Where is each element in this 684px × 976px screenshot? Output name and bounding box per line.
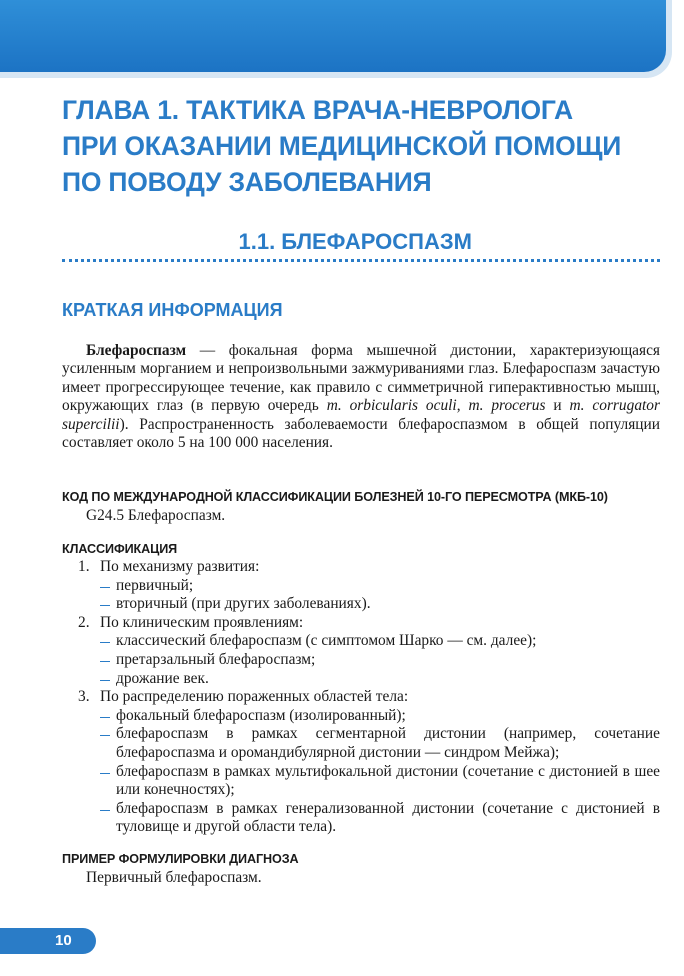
- diagnosis-example: Первичный блефароспазм.: [86, 869, 262, 886]
- classification-group: [62, 614, 660, 688]
- page-number: 10: [55, 932, 72, 949]
- list-item: претарзальный блефароспазм;: [100, 651, 660, 670]
- group-items: [100, 707, 660, 837]
- icd-section: [62, 488, 660, 525]
- chapter-title-line: ПРИ ОКАЗАНИИ МЕДИЦИНСКОЙ ПОМОЩИ: [62, 131, 622, 161]
- classification-heading: КЛАССИФИКАЦИЯ: [62, 542, 178, 556]
- classification-group: [62, 558, 660, 614]
- group-number: 3.: [78, 688, 90, 706]
- list-item: классический блефароспазм (с симптомом Шарко — см. далее);: [100, 632, 660, 651]
- list-item: вторичный (при других заболеваниях).: [100, 595, 660, 614]
- chapter-title: [62, 92, 662, 200]
- intro-separator: и: [545, 397, 570, 415]
- muscle-name: m. corrugator supercilii: [62, 397, 660, 433]
- icd-heading: КОД ПО МЕЖДУНАРОДНОЙ КЛАССИФИКАЦИИ БОЛЕЗНЕЙ 10-ГО ПЕРЕСМОТРА (МКБ-10): [62, 490, 608, 504]
- group-number: 1.: [78, 558, 90, 575]
- brief-info-heading: КРАТКАЯ ИНФОРМАЦИЯ: [62, 300, 283, 320]
- intro-paragraph: [62, 342, 660, 452]
- group-items: [100, 632, 660, 688]
- intro-text: — фокальная форма мышечной дистонии, характеризующаяся усиленным морганием и непроизвольными зажмуриваниями глаз. Блефароспазм зачастую имеет прогрессирующее течение, как правило с симметричной гиперактивностью мышц, окружающих глаз (в первую очередь: [62, 342, 660, 415]
- classification-section: [62, 540, 660, 837]
- group-number: 2.: [78, 613, 90, 631]
- diagnosis-section: [62, 850, 660, 887]
- intro-text: ). Распространенность заболеваемости блефароспазмом в общей популяции составляет около 5 на 100 000 населения.: [62, 415, 660, 452]
- chapter-title-line: ГЛАВА 1. ТАКТИКА ВРАЧА-НЕВРОЛОГА: [62, 95, 573, 125]
- term-bold: Блефароспазм: [86, 342, 187, 359]
- muscle-name: m. procerus: [468, 397, 546, 415]
- group-title: По клиническим проявлениям:: [100, 613, 304, 631]
- diagnosis-heading: ПРИМЕР ФОРМУЛИРОВКИ ДИАГНОЗА: [62, 852, 299, 866]
- page-number-tab: [0, 928, 96, 954]
- icd-code: G24.5 Блефароспазм.: [86, 507, 226, 524]
- classification-list: [62, 558, 660, 837]
- list-item: дрожание век.: [100, 670, 660, 689]
- list-item: блефароспазм в рамках сегментарной дистонии (например, сочетание блефароспазма и оромандибулярной дистонии — синдром Мейжа);: [100, 725, 660, 762]
- list-item: фокальный блефароспазм (изолированный);: [100, 707, 660, 726]
- group-items: [100, 577, 660, 614]
- section-divider: [62, 259, 660, 262]
- section-title: 1.1. БЛЕФАРОСПАЗМ: [238, 229, 472, 254]
- intro-separator: ,: [456, 397, 469, 415]
- group-title: По распределению пораженных областей тела:: [100, 688, 409, 706]
- list-item: блефароспазм в рамках генерализованной дистонии (сочетание с дистонией в туловище и другой области тела).: [100, 800, 660, 837]
- muscle-name: m. orbicularis oculi: [326, 397, 457, 415]
- list-item: блефароспазм в рамках мультифокальной дистонии (сочетание с дистонией в шее или конечностях);: [100, 763, 660, 800]
- group-title: По механизму развития:: [100, 558, 260, 575]
- classification-group: [62, 688, 660, 837]
- list-item: первичный;: [100, 577, 660, 596]
- chapter-title-line: ПО ПОВОДУ ЗАБОЛЕВАНИЯ: [62, 167, 432, 197]
- header-band: [0, 0, 666, 72]
